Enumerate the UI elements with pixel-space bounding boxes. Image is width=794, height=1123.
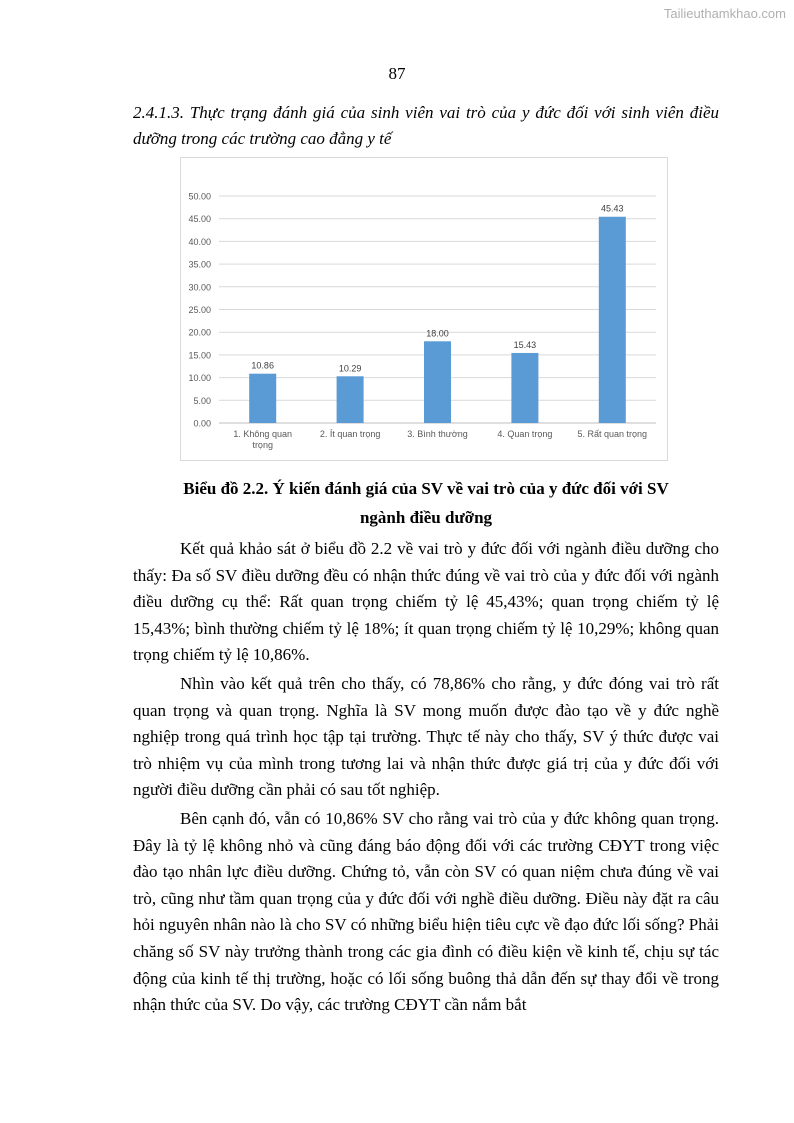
- figure-caption: [133, 474, 719, 532]
- bar: [599, 217, 626, 423]
- y-tick-label: 30.00: [188, 282, 211, 293]
- section-heading: 2.4.1.3. Thực trạng đánh giá của sinh viên vai trò của y đức đối với sinh viên điều dưỡng trong các trường cao đẳng y tế: [133, 103, 719, 148]
- x-tick-label: trọng: [252, 440, 273, 450]
- caption-line-1: Biểu đồ 2.2. Ý kiến đánh giá của SV về vai trò của y đức đối với SV: [183, 479, 669, 498]
- bar: [249, 374, 276, 423]
- x-tick-label: 2. Ít quan trọng: [319, 429, 381, 439]
- x-tick-label: 3. Bình thường: [407, 429, 468, 439]
- watermark: Tailieuthamkhao.com: [663, 6, 786, 21]
- bar: [424, 341, 451, 423]
- y-tick-label: 5.00: [193, 395, 211, 406]
- y-tick-label: 25.00: [188, 305, 211, 315]
- data-label: 45.43: [601, 203, 624, 214]
- data-label: 15.43: [513, 339, 537, 350]
- data-label: 10.86: [251, 360, 274, 371]
- y-tick-label: 0.00: [193, 418, 211, 429]
- caption-line-2: ngành điều dưỡng: [359, 508, 493, 527]
- bar-chart: [180, 157, 668, 461]
- data-label: 18.00: [426, 328, 449, 339]
- y-tick-label: 50.00: [188, 191, 211, 202]
- y-tick-label: 40.00: [188, 236, 211, 247]
- paragraph: Bên cạnh đó, vẫn có 10,86% SV cho rằng vai trò của y đức không quan trọng. Đây là tỷ lệ không nhỏ và cũng đáng báo động đối với các trường CĐYT trong việc đào tạo nhân lực điều dưỡng. Chứng tỏ, vẫn còn SV có quan niệm chưa đúng về vai trò, cũng như tầm quan trọng của y đức đối với nghề điều dưỡng. Điều này đặt ra câu hỏi nguyên nhân nào là cho SV có những biểu hiện tiêu cực về đạo đức lối sống? Phải chăng số SV này trưởng thành trong các gia đình có điều kiện về kinh tế, chịu sự tác động của kinh tế thị trường, hoặc có lối sống buông thả dẫn đến sự thay đổi về trong nhận thức của SV. Do vậy, các trường CĐYT cần nắm bắt: [133, 808, 719, 1015]
- y-tick-label: 20.00: [188, 327, 211, 338]
- bar: [511, 353, 538, 423]
- x-tick-label: 5. Rất quan trọng: [577, 429, 648, 439]
- chart-svg: [181, 158, 667, 460]
- body-text: [133, 536, 719, 1021]
- y-tick-label: 35.00: [188, 259, 211, 270]
- page-number: 87: [388, 64, 406, 83]
- x-tick-label: 4. Quan trọng: [497, 429, 553, 439]
- y-tick-label: 10.00: [188, 373, 211, 384]
- y-tick-label: 45.00: [188, 214, 211, 225]
- bar: [337, 376, 364, 423]
- data-label: 10.29: [338, 363, 362, 374]
- x-tick-label: 1. Không quan: [233, 429, 292, 439]
- paragraph: Kết quả khảo sát ở biểu đồ 2.2 về vai trò y đức đối với ngành điều dưỡng cho thấy: Đa số SV điều dưỡng đều có nhận thức đúng về vai trò của y đức đối với ngành điều dưỡng cụ thể: Rất quan trọng chiếm tỷ lệ 45,43%; quan trọng chiếm tỷ lệ 15,43%; bình thường chiếm tỷ lệ 18%; ít quan trọng chiếm tỷ lệ 10,29%; không quan trọng chiếm tỷ lệ 10,86%.: [133, 539, 719, 665]
- paragraph: Nhìn vào kết quả trên cho thấy, có 78,86% cho rằng, y đức đóng vai trò rất quan trọng và quan trọng. Nghĩa là SV mong muốn được đào tạo về y đức nghề nghiệp trong quá trình học tập tại trường. Thực tế này cho thấy, SV ý thức được vai trò nhiệm vụ của mình trong tương lai và nhận thức được giá trị của y đức đối với người điều dưỡng cần phải có sau tốt nghiệp.: [133, 673, 719, 800]
- y-tick-label: 15.00: [188, 350, 211, 361]
